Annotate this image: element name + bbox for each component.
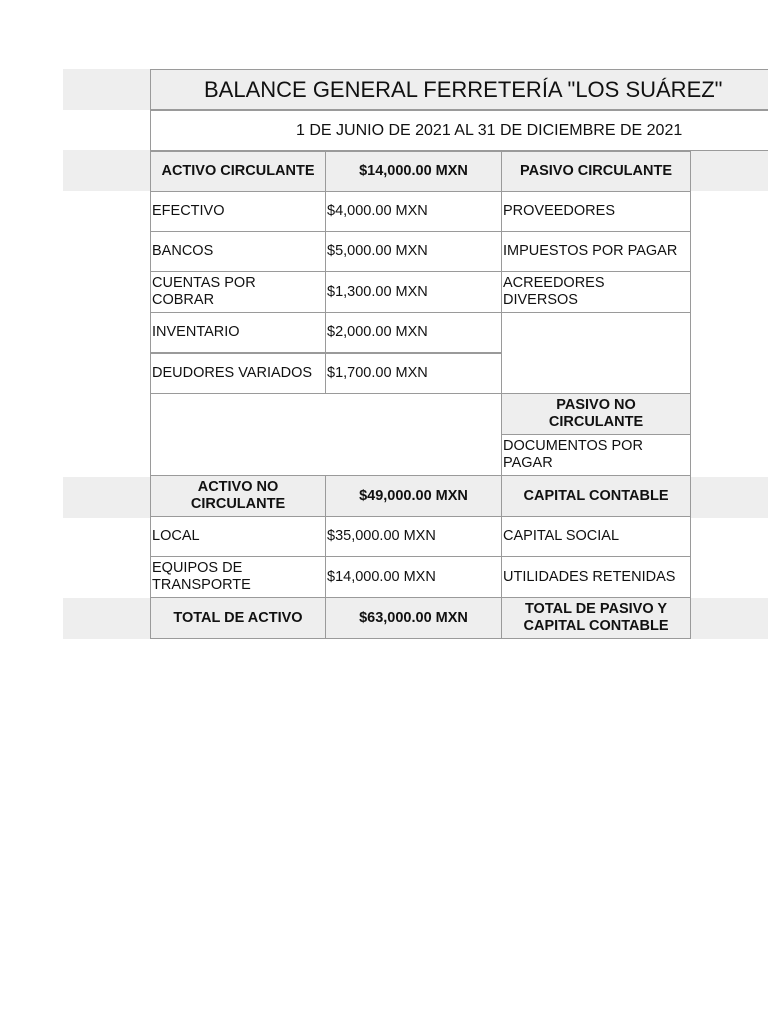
table-row-amount: $2,000.00 MXN — [325, 312, 502, 353]
total-activo-circulante: $14,000.00 MXN — [325, 151, 502, 192]
empty-cell — [150, 393, 502, 476]
table-row-label: PROVEEDORES — [501, 191, 691, 232]
total-activo-amount: $63,000.00 MXN — [325, 597, 502, 639]
table-row-label: EFECTIVO — [150, 191, 326, 232]
empty-cell — [501, 312, 691, 394]
sheet-title: BALANCE GENERAL FERRETERÍA "LOS SUÁREZ" — [150, 69, 768, 110]
table-row-amount: $4,000.00 MXN — [325, 191, 502, 232]
total-activo-label: TOTAL DE ACTIVO — [150, 597, 326, 639]
table-row-label: INVENTARIO — [150, 312, 326, 353]
header-capital-contable: CAPITAL CONTABLE — [501, 475, 691, 517]
table-row-label: ACREEDORES DIVERSOS — [501, 271, 691, 313]
total-activo-no-circulante: $49,000.00 MXN — [325, 475, 502, 517]
table-row-label: CUENTAS POR COBRAR — [150, 271, 326, 313]
table-row-label: EQUIPOS DE TRANSPORTE — [150, 556, 326, 598]
table-row-amount: $35,000.00 MXN — [325, 516, 502, 557]
header-activo-no-circulante: ACTIVO NO CIRCULANTE — [150, 475, 326, 517]
table-row-label: IMPUESTOS POR PAGAR — [501, 231, 691, 272]
table-row-label: UTILIDADES RETENIDAS — [501, 556, 691, 598]
table-row-label: DEUDORES VARIADOS — [150, 353, 326, 394]
table-row-label: DOCUMENTOS POR PAGAR — [501, 434, 691, 476]
table-row-amount: $5,000.00 MXN — [325, 231, 502, 272]
table-row-amount: $1,700.00 MXN — [325, 353, 502, 394]
table-row-amount: $14,000.00 MXN — [325, 556, 502, 598]
sheet-period: 1 DE JUNIO DE 2021 AL 31 DE DICIEMBRE DE 2021 — [150, 110, 768, 151]
table-row-label: CAPITAL SOCIAL — [501, 516, 691, 557]
balance-sheet-table — [150, 69, 768, 640]
total-pasivo-capital-label: TOTAL DE PASIVO Y CAPITAL CONTABLE — [501, 597, 691, 639]
header-activo-circulante: ACTIVO CIRCULANTE — [150, 151, 326, 192]
table-row-label: LOCAL — [150, 516, 326, 557]
header-pasivo-circulante: PASIVO CIRCULANTE — [501, 151, 691, 192]
table-row-amount: $1,300.00 MXN — [325, 271, 502, 313]
header-pasivo-no-circulante: PASIVO NO CIRCULANTE — [501, 393, 691, 435]
table-row-label: BANCOS — [150, 231, 326, 272]
